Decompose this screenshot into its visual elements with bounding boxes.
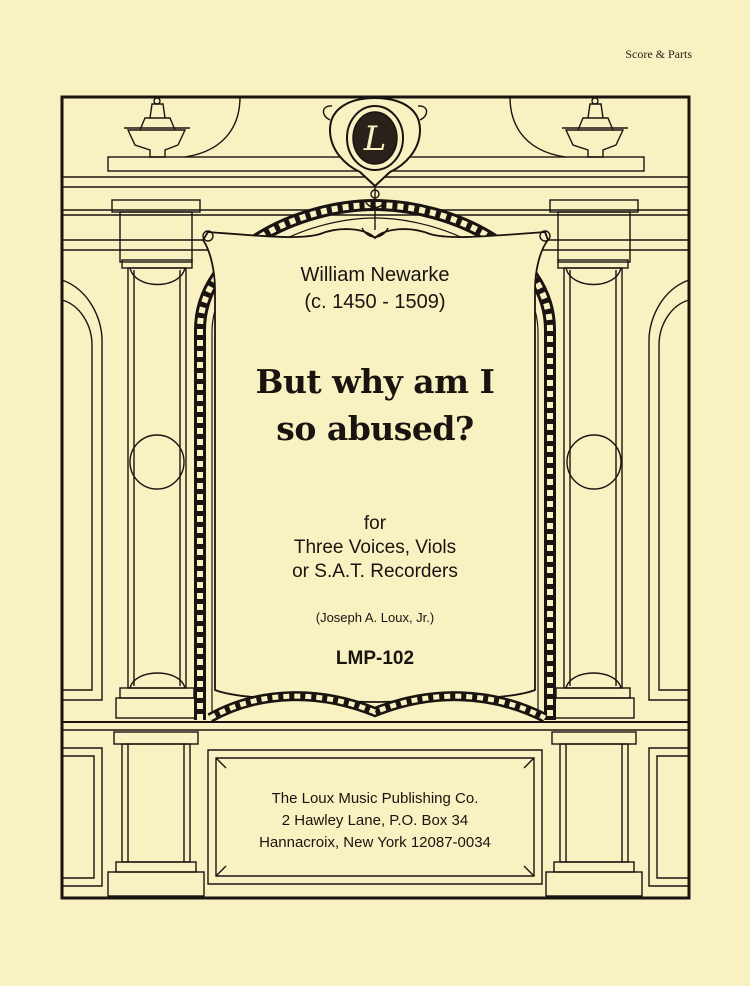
right-pedestal: [546, 732, 642, 896]
right-column: [550, 200, 638, 718]
scoring-line-2: Three Voices, Viols: [293, 537, 457, 558]
left-urn: [124, 98, 190, 157]
scoring-line-3: or S.A.T. Recorders: [292, 561, 458, 582]
editor-credit: (Joseph A. Loux, Jr.): [315, 610, 435, 625]
right-side-arch: [649, 280, 689, 700]
title-line-2: so abused?: [276, 409, 474, 448]
logo-letter: L: [363, 119, 387, 159]
left-column: [112, 200, 200, 718]
publisher-block: [210, 788, 540, 854]
left-arch-line: [185, 97, 240, 157]
score-and-parts-label: Score & Parts: [625, 47, 692, 61]
catalog-number: LMP-102: [335, 648, 415, 669]
publisher-address-1: 2 Hawley Lane, P.O. Box 34: [281, 812, 469, 829]
left-pedestal: [108, 732, 204, 896]
scoring-block: [210, 512, 540, 584]
left-side-arch: [62, 280, 102, 700]
right-arch-line: [510, 97, 565, 157]
composer-name: William Newarke: [300, 264, 450, 286]
right-urn: [562, 98, 628, 157]
title-line-1: But why am I: [255, 362, 495, 401]
work-title: [210, 358, 540, 452]
composer-dates: (c. 1450 - 1509): [304, 291, 446, 313]
scoring-line-1: for: [363, 513, 387, 534]
publisher-address-2: Hannacroix, New York 12087-0034: [259, 834, 491, 851]
publisher-name: The Loux Music Publishing Co.: [271, 790, 479, 807]
composer-block: [210, 262, 540, 316]
